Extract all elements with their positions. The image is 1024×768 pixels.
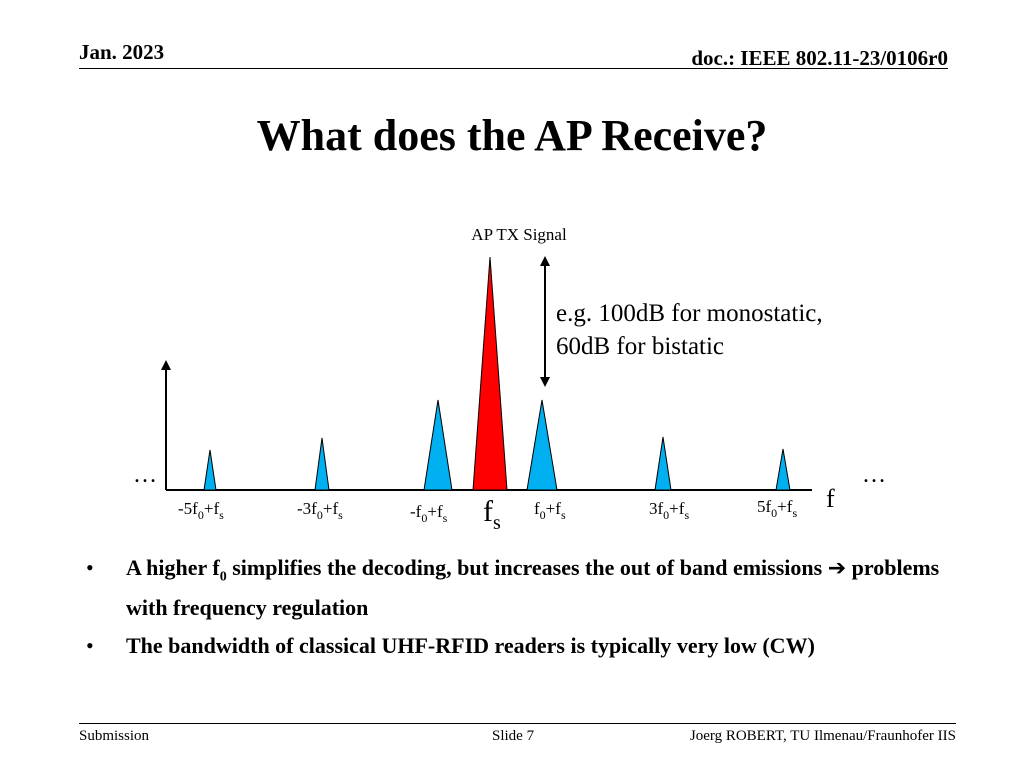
header-date: Jan. 2023: [79, 40, 165, 64]
annotation-line-1: e.g. 100dB for monostatic,: [556, 300, 823, 327]
bullet-item-bandwidth: • The bandwidth of classical UHF-RFID readers is typically very low (CW): [86, 630, 966, 661]
label-5f0-fs: $5f_0+f_s$: [757, 497, 798, 520]
label-minus-f0-fs: $-f_0+f_s$: [410, 502, 448, 525]
frequency-axis-label: f: [826, 484, 835, 513]
footer-slide-number: Slide 7: [492, 728, 535, 744]
header-doc-id: doc.: IEEE 802.11-23/0106r0: [691, 46, 948, 70]
bullet-marker: •: [86, 633, 94, 659]
peak-f0-fs: [527, 400, 557, 490]
peak-minus-5f0-fs: [204, 450, 216, 490]
bullet-list: [86, 552, 966, 668]
label-3f0-fs: $3f_0+f_s$: [649, 499, 690, 522]
peak-minus-3f0-fs: [315, 438, 329, 490]
slide-title: What does the AP Receive?: [256, 111, 768, 160]
label-tx-fs: $f_s$: [483, 495, 501, 534]
footer-divider: [79, 723, 956, 724]
right-arrow-icon: ➔: [827, 556, 847, 581]
label-minus-3f0-fs: $-3f_0+f_s$: [297, 499, 343, 522]
tx-signal-label: AP TX Signal: [471, 225, 567, 244]
ellipsis-left: …: [133, 462, 157, 488]
ellipsis-right: …: [862, 462, 886, 488]
label-f0-fs: $f_0+f_s$: [534, 499, 566, 522]
bullet-marker: •: [86, 555, 94, 580]
footer-author: Joerg ROBERT, TU Ilmenau/Fraunhofer IIS: [689, 728, 956, 744]
peak-minus-f0-fs: [424, 400, 452, 490]
peak-5f0-fs: [776, 449, 790, 490]
bullet-item-out-of-band: • A higher $f_0$ simplifies the decoding, but increases the out of band emissions ➔ problems with frequency regulation: [86, 552, 966, 623]
label-minus-5f0-fs: $-5f_0+f_s$: [178, 499, 224, 522]
footer-submission: Submission: [79, 728, 150, 744]
peak-3f0-fs: [655, 437, 671, 490]
annotation-line-2: 60dB for bistatic: [556, 333, 725, 360]
peak-tx-fs: [473, 257, 507, 490]
